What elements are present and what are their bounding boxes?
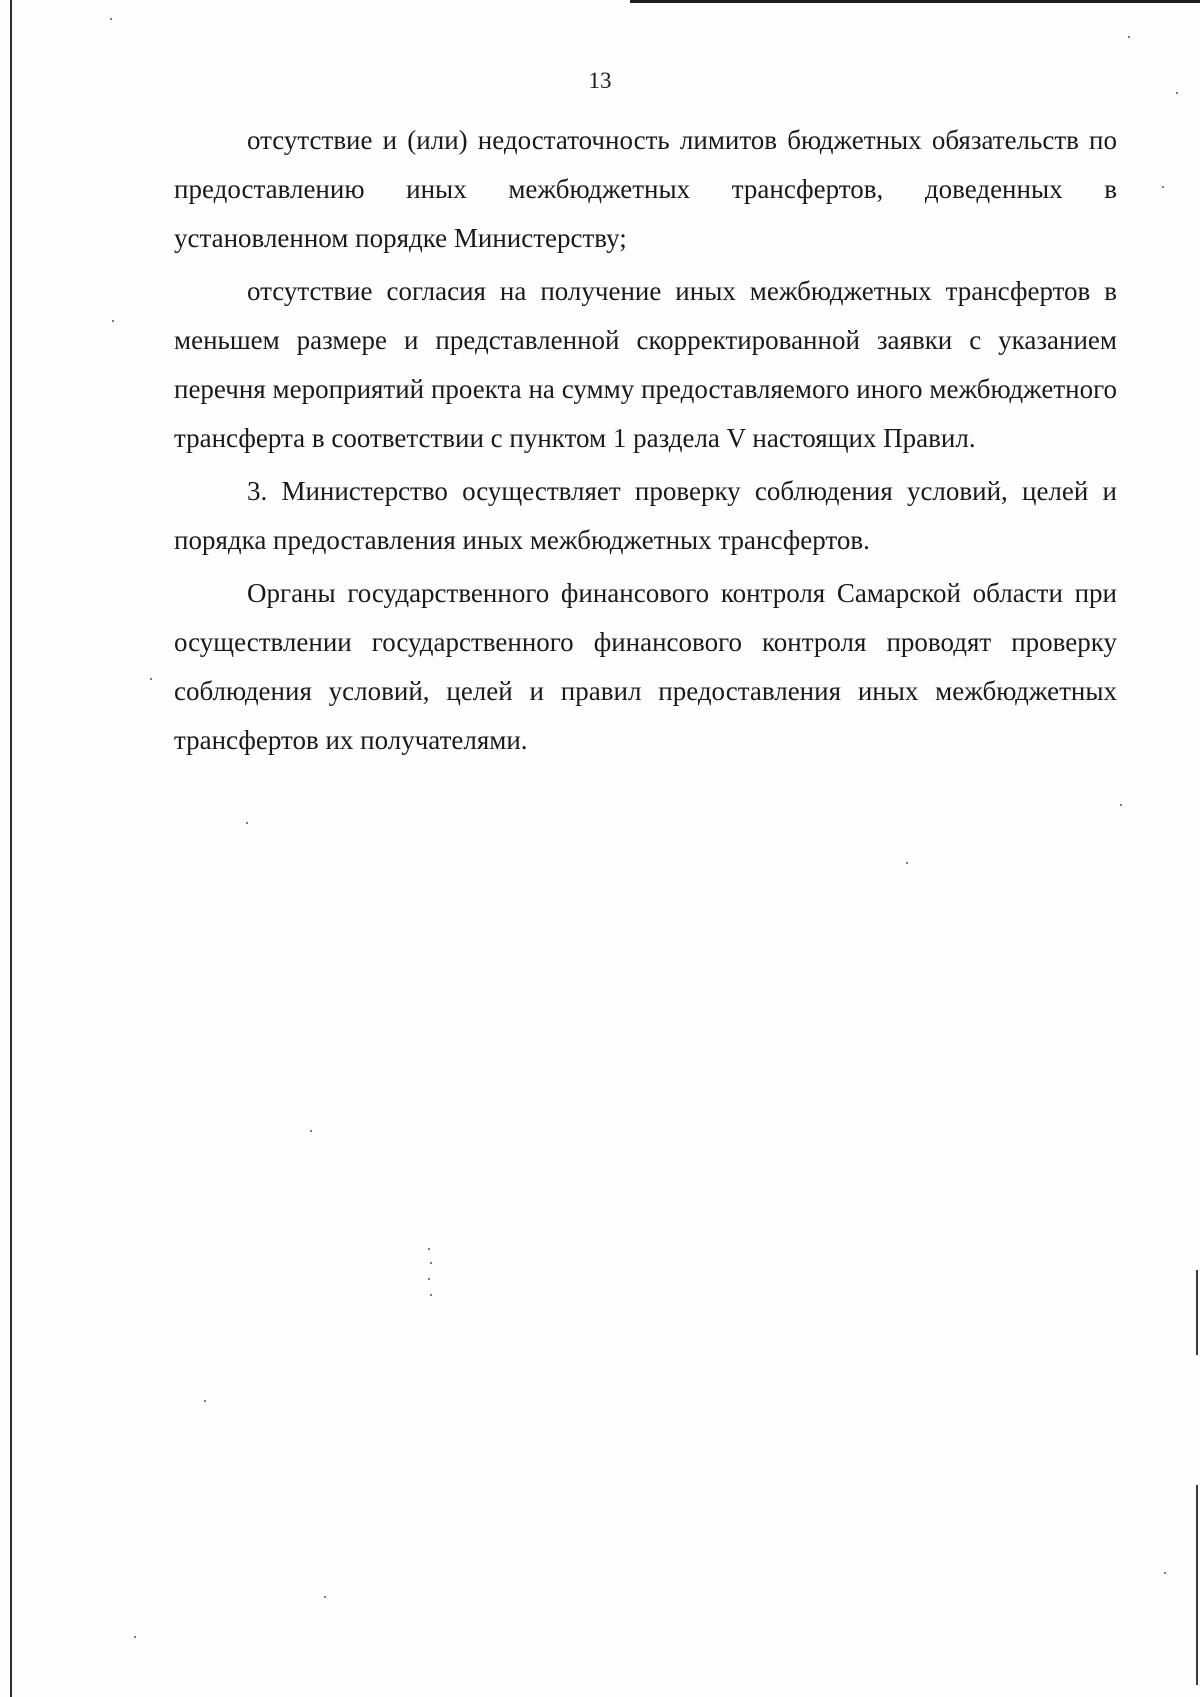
scan-right-edge-mark [1196,1270,1198,1355]
scan-speck [906,862,908,864]
scan-speck [428,1248,430,1250]
paragraph-financial-control-bodies: Органы государственного финансового контроля Самарской области при осуществлении государственного финансового контроля проводят проверку соблюдения условий, целей и правил предоставления иных межбюджетных трансфертов их получателями. [174,578,1117,755]
document-body [174,116,1117,769]
paragraph-ministry-verification: 3. Министерство осуществляет проверку соблюдения условий, целей и порядка предоставления иных межбюджетных трансфертов. [174,476,1117,555]
scan-right-edge-mark [1196,1485,1198,1685]
paragraph-consent-reduced-amount: отсутствие согласия на получение иных межбюджетных трансфертов в меньшем размере и представленной скорректированной заявки с указанием перечня мероприятий проекта на сумму предоставляемого иного межбюджетного трансферта в соответствии с пунктом 1 раздела V настоящих Правил. [174,276,1117,453]
scan-speck [310,1130,312,1132]
scan-speck [150,678,152,680]
scan-speck [1120,804,1122,806]
scan-speck [112,320,114,322]
paragraph-budget-limits: отсутствие и (или) недостаточность лимитов бюджетных обязательств по предоставлению иных межбюджетных трансфертов, доведенных в установленном порядке Министерству; [174,125,1117,253]
scan-speck [1164,1572,1166,1574]
scan-top-edge-artifact [630,0,1200,3]
scan-speck [428,1278,430,1280]
scan-speck [430,1262,432,1264]
scan-speck [1162,186,1164,188]
scan-speck [1128,36,1130,38]
scan-speck [134,1636,136,1638]
scan-speck [324,1596,326,1598]
scan-speck [110,18,112,20]
scan-speck [204,1400,206,1402]
scan-left-edge-artifact [10,0,12,1697]
scan-speck [430,1294,432,1296]
scan-speck [246,822,248,824]
page-number: 13 [588,68,612,93]
